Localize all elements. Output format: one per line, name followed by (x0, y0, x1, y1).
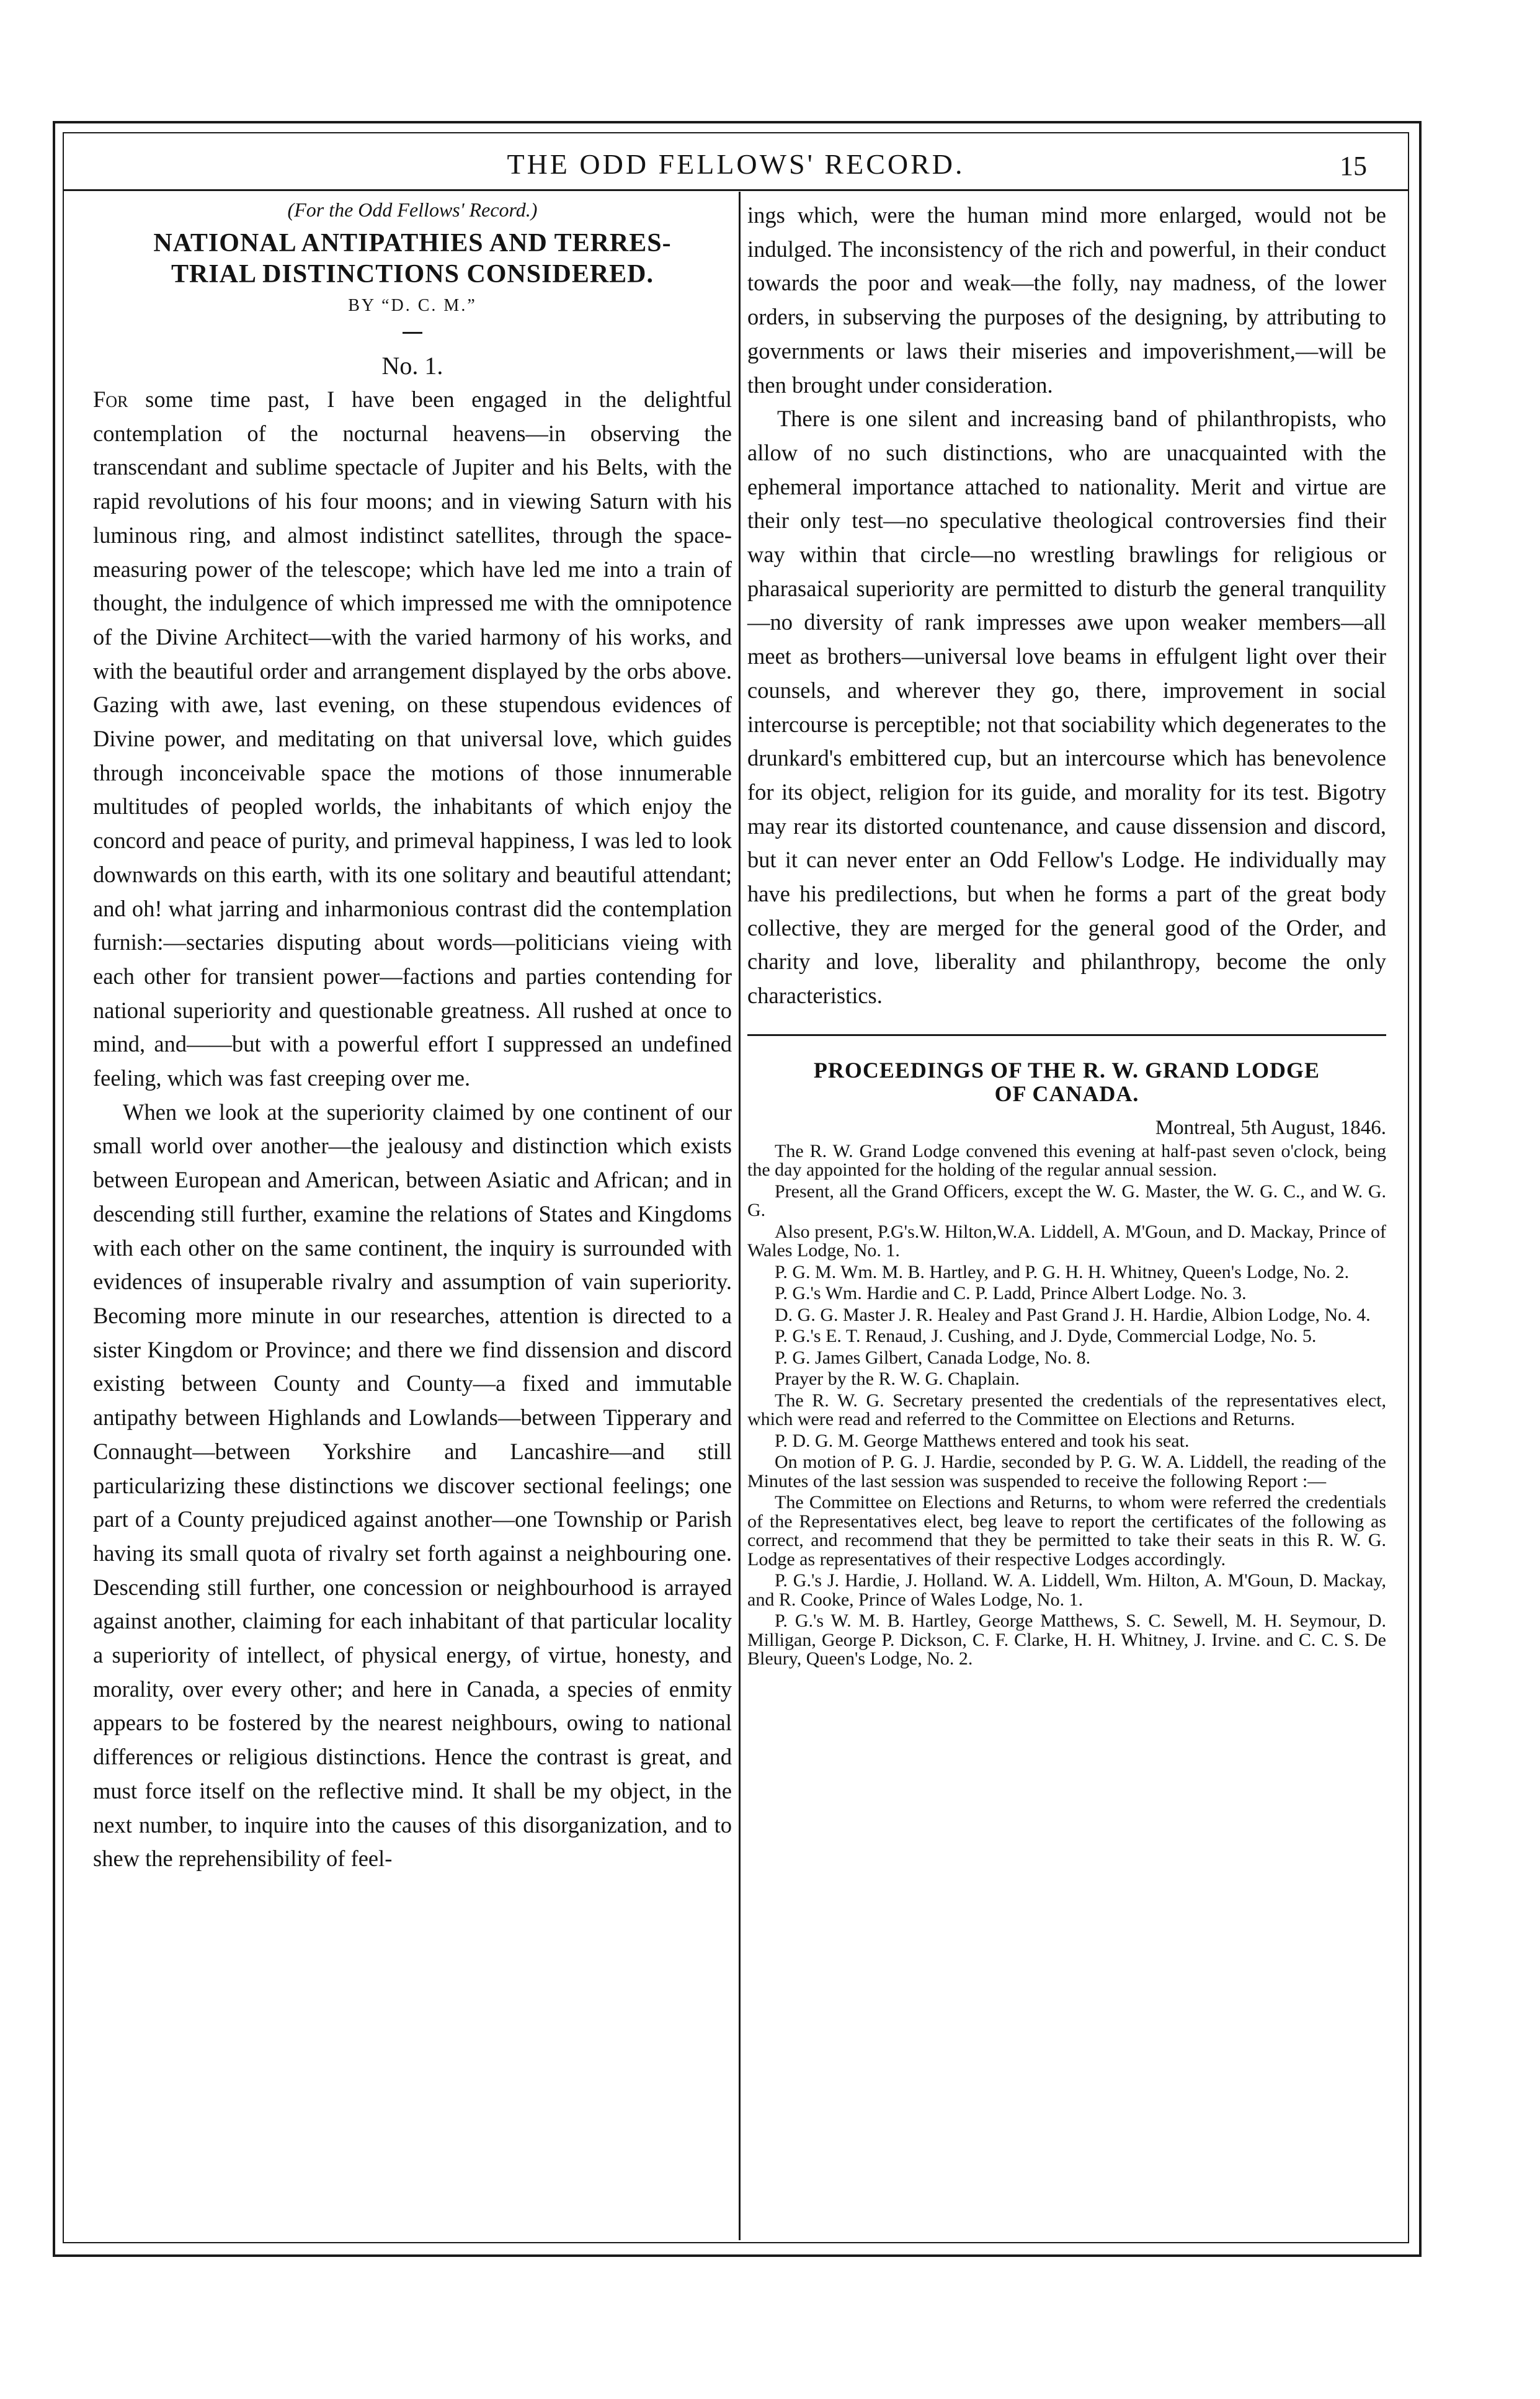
page-number: 15 (1340, 151, 1367, 181)
proceedings-paragraph: P. G.'s Wm. Hardie and C. P. Ladd, Prince Albert Lodge. No. 3. (775, 1283, 1247, 1304)
proceedings-paragraph: P. G. M. Wm. M. B. Hartley, and P. G. H. H. Whitney, Queen's Lodge, No. 2. (775, 1261, 1350, 1282)
proceedings-paragraph: P. D. G. M. George Matthews entered and took his seat. (775, 1430, 1190, 1451)
article-title-line2: TRIAL DISTINCTIONS CONSIDERED. (171, 260, 654, 288)
header-rule (63, 189, 1409, 191)
article-number: No. 1. (381, 352, 443, 380)
proceedings-paragraph: Present, all the Grand Officers, except the W. G. Master, the W. G. C., and W. G. G. (747, 1181, 1386, 1221)
proceedings-title (747, 1058, 1386, 1106)
proceedings-title-line1: PROCEEDINGS OF THE R. W. GRAND LODGE (813, 1057, 1320, 1083)
proceedings-paragraph: The Committee on Elections and Returns, to whom were referred the credentials of the Representatives elect, beg leave to report the certificates of the following as correct, and recommend that they be permitted to take their seats in this R. W. G. Lodge as representatives of their respective Lodges accordingly. (747, 1492, 1386, 1570)
running-title: THE ODD FELLOWS' RECORD. (507, 148, 965, 180)
proceedings-paragraph: P. G. James Gilbert, Canada Lodge, No. 8. (775, 1347, 1091, 1368)
article-paragraph-4: There is one silent and increasing band of philanthropists, who allow of no such distinctions, who are unacquainted with the ephemeral importance attached to nationality. Merit and virtue are their only test—no speculative theological controversies find their way within that circle—no wrestling brawlings for religious or pharasaical superiority are permitted to disturb the general tranquility—no diversity of rank impresses awe upon weaker members—all meet as brothers—universal love beams in effulgent light over their counsels, and wherever they go, there, improvement in social intercourse is perceptible; not that sociability which degenerates to the drunkard's embittered cup, but an intercourse which has benevolence for its object, religion for its guide, and morality for its test. Bigotry may rear its distorted countenance, and cause dissension and discord, but it can never enter an Odd Fellow's Lodge. He individually may have his predilections, but when he forms a part of the great body collective, they are merged for the general good of the Order, and charity and love, liberality and philanthropy, become the only characteristics. (747, 406, 1386, 1009)
article-body-right (747, 199, 1386, 1013)
article-title-line1: NATIONAL ANTIPATHIES AND TERRES- (153, 229, 672, 257)
proceedings-body (747, 1142, 1386, 1669)
column-rule (739, 192, 741, 2240)
proceedings-paragraph: D. G. G. Master J. R. Healey and Past Grand J. H. Hardie, Albion Lodge, No. 4. (775, 1304, 1371, 1325)
article-title (93, 228, 732, 290)
proceedings-paragraph: Also present, P.G's.W. Hilton,W.A. Liddell, A. M'Goun, and D. Mackay, Prince of Wales Lodge, No. 1. (747, 1221, 1386, 1261)
proceedings-title-line2: OF CANADA. (994, 1081, 1139, 1106)
proceedings-paragraph: The R. W. Grand Lodge convened this evening at half-past seven o'clock, being the day appointed for the holding of the regular annual session. (747, 1140, 1386, 1181)
article-credit: (For the Odd Fellows' Record.) (287, 199, 538, 221)
proceedings-paragraph: Prayer by the R. W. G. Chaplain. (775, 1369, 1020, 1390)
article-byline: BY “D. C. M.” (348, 296, 477, 315)
proceedings-paragraph: P. G.'s W. M. B. Hartley, George Matthews, S. C. Sewell, M. H. Seymour, D. Milligan, George P. Dickson, C. F. Clarke, H. H. Whitney, J. Irvine. and C. C. S. De Bleury, Queen's Lodge, No. 2. (747, 1611, 1386, 1669)
article-paragraph-1 (93, 383, 732, 1096)
drop-word: For (93, 386, 128, 412)
right-column (747, 199, 1386, 1671)
proceedings-paragraph: The R. W. G. Secretary presented the credentials of the representatives elect, which were read and referred to the Committee on Elections and Returns. (747, 1390, 1386, 1430)
proceedings-paragraph: P. G.'s J. Hardie, J. Holland. W. A. Liddell, Wm. Hilton, A. M'Goun, D. Mackay, and R. Cooke, Prince of Wales Lodge, No. 1. (747, 1570, 1386, 1610)
proceedings-date: Montreal, 5th August, 1846. (1155, 1116, 1386, 1139)
proceedings-paragraph: P. G.'s E. T. Renaud, J. Cushing, and J. Dyde, Commercial Lodge, No. 5. (775, 1326, 1317, 1347)
title-dash (403, 332, 422, 334)
article-paragraph-3: ings which, were the human mind more enlarged, would not be indulged. The inconsistency of the rich and powerful, in their conduct towards the poor and weak—the folly, nay madness, of the lower orders, in subserving the purposes of the designing, by attributing to governments or laws their miseries and impoverishment,—will be then brought under consideration. (747, 202, 1386, 398)
proceedings-paragraph: On motion of P. G. J. Hardie, seconded by P. G. W. A. Liddell, the reading of the Minutes of the last session was suspended to receive the following Report :— (747, 1452, 1386, 1491)
article-paragraph-2: When we look at the superiority claimed by one continent of our small world over another—the jealousy and distinction which exists between European and American, between Asiatic and African; and in descending still further, examine the relations of States and Kingdoms with each other on the same continent, the inquiry is surrounded with evidences of insuperable rivalry and assumption of vain superiority. Becoming more minute in our researches, attention is directed to a sister Kingdom or Province; and there we find dissension and discord existing between County and County—a fixed and immutable antipathy between Highlands and Lowlands—between Tipperary and Connaught—between Yorkshire and Lancashire—and still particularizing these distinctions we discover sectional feelings; one part of a County prejudiced against another—one Township or Parish having its small quota of rivalry set forth against a neighbouring one. Descending still further, one concession or neighbourhood is arrayed against another, claiming for each inhabitant of that particular locality a superiority of intellect, of physical energy, of virtue, honesty, and morality, over every other; and here in Canada, a species of enmity appears to be fostered by the nearest neighbours, owing to national differences or religious distinctions. Hence the contrast is great, and must force itself on the reflective mind. It shall be my object, in the next number, to inquire into the causes of this disorganization, and to shew the reprehensibility of feel- (93, 1099, 732, 1872)
section-rule (747, 1034, 1386, 1036)
paragraph-1-text: some time past, I have been engaged in the delightful contemplation of the nocturnal heavens—in observing the transcendant and sublime spectacle of Jupiter and his Belts, with the rapid revolutions of his four moons; and in viewing Saturn with his luminous ring, and almost indistinct satellites, through the space-measuring power of the telescope; which have led me into a train of thought, the indulgence of which impressed me with the omnipotence of the Divine Architect—with the varied harmony of his works, and with the beautiful order and arrangement displayed by the orbs above. Gazing with awe, last evening, on these stupendous evidences of Divine power, and meditating on that universal love, which guides through inconceivable space the motions of those innumerable multitudes of peopled worlds, the inhabitants of which enjoy the concord and peace of purity, and primeval happiness, I was led to look downwards on this earth, with its one solitary and beautiful attendant; and oh! what jarring and inharmonious contrast did the contemplation furnish:—sectaries disputing about words—politicians vieing with each other for transient power—factions and parties contending for national superiority and questionable greatness. All rushed at once to mind, and——but with a powerful effort I suppressed an undefined feeling, which was fast creeping over me. (93, 386, 732, 1091)
article-body-left (93, 383, 732, 1876)
left-column (93, 199, 732, 1876)
